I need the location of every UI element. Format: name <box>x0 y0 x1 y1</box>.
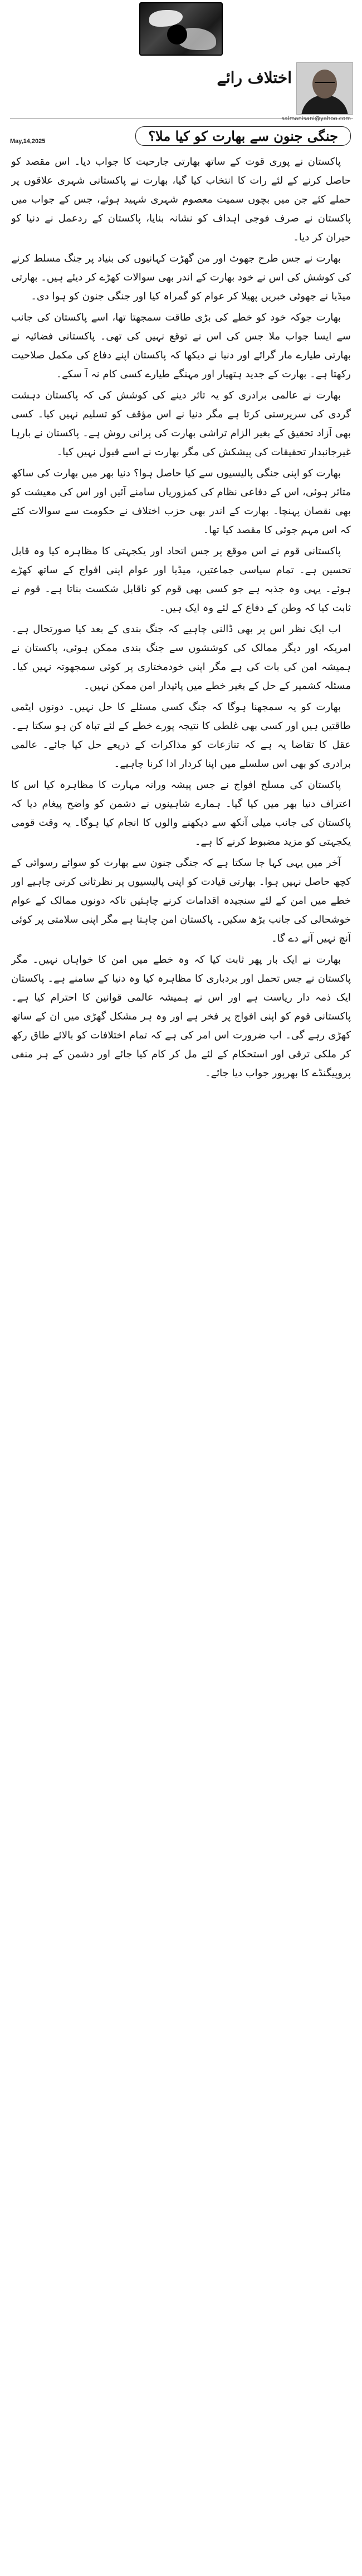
paragraph: بھارت جوکہ خود کو خطے کی بڑی طاقت سمجھتا تھا، اسے پاکستان کی جانب سے ایسا جواب ملا جس کی اس نے توقع نہیں کی تھی۔ پاکستانی فضائیہ نے بھارتی طیارے مار گرائے اور دنیا نے دیکھا کہ پاکستان اپنے دفاع کی مکمل صلاحیت رکھتا ہے۔ بھارت کے جدید ہتھیار اور مہنگے طیارے کسی کام نہ آ سکے۔ <box>11 312 351 380</box>
author-photo <box>296 62 353 115</box>
article-body <box>11 152 351 2568</box>
author-email: salmanisani@yahoo.com <box>281 116 351 122</box>
paragraph: پاکستان کی مسلح افواج نے جس پیشہ ورانہ مہارت کا مظاہرہ کیا اس کا اعتراف دنیا بھر میں کیا گیا۔ ہمارے شاہینوں نے دشمن کو واضح پیغام دیا کہ پاکستان کی جانب میلی آنکھ سے دیکھنے والوں کا انجام کیا ہوگا۔ یہ وقت قومی یکجہتی کو مزید مضبوط کرنے کا ہے۔ <box>11 779 351 848</box>
author-name-box <box>214 62 292 87</box>
paragraph: پاکستانی قوم نے اس موقع پر جس اتحاد اور یکجہتی کا مظاہرہ کیا وہ قابل تحسین ہے۔ تمام سیاسی جماعتیں، میڈیا اور عوام اپنی افواج کے ساتھ کھڑے ہوئے۔ یہی وہ جذبہ ہے جو کسی بھی قوم کو ناقابل شکست بناتا ہے۔ قوم نے ثابت کیا کہ وطن کے دفاع کے لئے وہ ایک ہیں۔ <box>11 545 351 614</box>
paragraph: بھارت نے عالمی برادری کو یہ تاثر دینے کی کوشش کی کہ پاکستان دہشت گردی کی سرپرستی کرتا ہے مگر دنیا نے اس مؤقف کو تسلیم نہیں کیا۔ کسی بھی آزاد تحقیق کے بغیر الزام تراشی بھارت کی پرانی روش ہے۔ پاکستان نے بارہا غیرجانبدار تحقیقات کی پیشکش کی مگر بھارت نے اسے قبول نہیں کیا۔ <box>11 390 351 458</box>
paragraph: بھارت نے جس طرح جھوٹ اور من گھڑت کہانیوں کی بنیاد پر جنگ مسلط کرنے کی کوشش کی اس نے خود بھارت کے اندر بھی سوالات کھڑے کر دیئے ہیں۔ بھارتی میڈیا نے جھوٹی خبریں پھیلا کر عوام کو گمراہ کیا اور جنگی جنون کو ہوا دی۔ <box>11 253 351 302</box>
logo-artwork <box>139 2 223 56</box>
paragraph: پاکستان نے پوری قوت کے ساتھ بھارتی جارحیت کا جواب دیا۔ اس مقصد کو حاصل کرنے کے لئے رات کا انتخاب کیا گیا، بھارت نے پاکستانی شہری علاقوں پر حملے کئے جن میں بچوں سمیت معصوم شہری شہید ہوئے، جس کے جواب میں پاکستان نے صرف فوجی اہداف کو نشانہ بنایا، پاکستان کے ردعمل نے دنیا کو حیران کر دیا۔ <box>11 156 351 243</box>
paragraph: بھارت کو اپنی جنگی پالیسیوں سے کیا حاصل ہوا؟ دنیا بھر میں بھارت کی ساکھ متاثر ہوئی، اس کے دفاعی نظام کی کمزوریاں سامنے آئیں اور اس کی معیشت کو بھی نقصان پہنچا۔ بھارت کے اندر بھی حزب اختلاف نے حکومت سے سوالات کئے کہ اس مہم جوئی کا مقصد کیا تھا۔ <box>11 467 351 536</box>
title-band <box>11 125 351 147</box>
paragraph: بھارت نے ایک بار پھر ثابت کیا کہ وہ خطے میں امن کا خواہاں نہیں۔ مگر پاکستان نے جس تحمل اور بردباری کا مظاہرہ کیا وہ دنیا کے سامنے ہے۔ پاکستان ایک ذمہ دار ریاست ہے اور اس نے ہمیشہ عالمی قوانین کا احترام کیا ہے۔ پاکستانی قوم کو اپنی افواج پر فخر ہے اور وہ ہر مشکل گھڑی میں ان کے ساتھ کھڑی رہے گی۔ اب ضرورت اس امر کی ہے کہ تمام اختلافات کو بالائے طاق رکھ کر ملکی ترقی اور استحکام کے لئے مل کر کام کیا جائے اور دشمن کے ہر منفی پروپیگنڈے کا بھرپور جواب دیا جائے۔ <box>11 954 351 1079</box>
author-name: اختلاف رائے <box>217 68 292 87</box>
paragraph: آخر میں یہی کہا جا سکتا ہے کہ جنگی جنون سے بھارت کو سوائے رسوائی کے کچھ حاصل نہیں ہوا۔ بھارتی قیادت کو اپنی پالیسیوں پر نظرثانی کرنی چاہیے اور خطے میں امن کے لئے سنجیدہ اقدامات کرنے چاہئیں تاکہ دونوں ممالک کے عوام خوشحالی کی جانب بڑھ سکیں۔ پاکستان امن چاہتا ہے مگر اپنی سلامتی پر کوئی آنچ نہیں آنے دے گا۔ <box>11 857 351 944</box>
paragraph: بھارت کو یہ سمجھنا ہوگا کہ جنگ کسی مسئلے کا حل نہیں۔ دونوں ایٹمی طاقتیں ہیں اور کسی بھی غلطی کا نتیجہ پورے خطے کے لئے تباہ کن ہو سکتا ہے۔ عقل کا تقاضا یہ ہے کہ تنازعات کو مذاکرات کے ذریعے حل کیا جائے۔ عالمی برادری کو بھی اس سلسلے میں اپنا کردار ادا کرنا چاہیے۔ <box>11 701 351 770</box>
newspaper-logo <box>0 0 362 58</box>
paragraph: اب ایک نظر اس پر بھی ڈالنی چاہیے کہ جنگ بندی کے بعد کیا صورتحال ہے۔ امریکہ اور دیگر ممالک کی کوششوں سے جنگ بندی ممکن ہوئی، پاکستان نے ہمیشہ امن کی بات کی ہے مگر اپنی خودمختاری پر کوئی سمجھوتہ نہیں کیا۔ مسئلہ کشمیر کے حل کے بغیر خطے میں پائیدار امن ممکن نہیں۔ <box>11 623 351 692</box>
article-title: جنگی جنون سے بھارت کو کیا ملا؟ <box>135 126 351 146</box>
author-header <box>10 62 353 116</box>
article-date: May,14,2025 <box>10 138 46 145</box>
